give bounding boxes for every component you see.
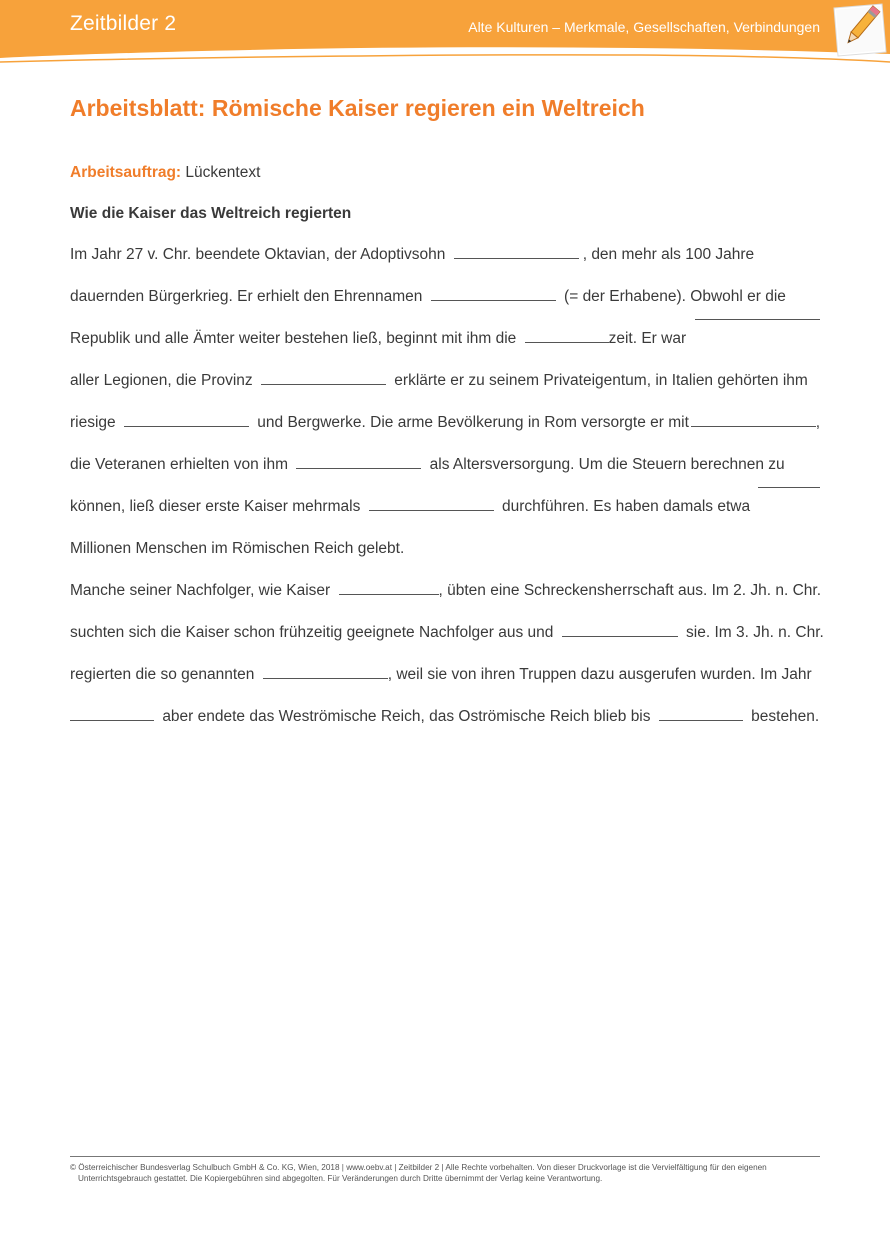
blank-field[interactable] — [261, 383, 386, 385]
blank-field[interactable] — [70, 719, 154, 721]
text-line — [70, 570, 820, 612]
blank-field[interactable] — [339, 593, 439, 595]
text-segment: die Veteranen erhielten von ihm — [70, 456, 289, 473]
section-heading: Wie die Kaiser das Weltreich regierten — [70, 205, 352, 222]
blank-field[interactable] — [659, 719, 743, 721]
text-line — [70, 612, 824, 654]
text-line — [70, 528, 820, 570]
text-segment: Millionen Menschen im Römischen Reich gelebt. — [70, 540, 405, 557]
footer-line-1: © Österreichischer Bundesverlag Schulbuch GmbH & Co. KG, Wien, 2018 | www.oebv.at | Zeitbilder 2 | Alle Rechte vorbehalten. Von dieser Druckvorlage ist die Vervielfältigung für den eigenen — [70, 1163, 767, 1172]
blank-field[interactable] — [296, 467, 421, 469]
text-segment: Manche seiner Nachfolger, wie Kaiser — [70, 582, 331, 599]
text-line — [70, 234, 820, 276]
blank-field[interactable] — [695, 318, 820, 320]
text-segment: zeit. Er war — [608, 330, 687, 347]
page-footer — [70, 1162, 820, 1184]
text-line — [70, 654, 820, 696]
text-line — [70, 360, 820, 402]
task-label: Arbeitsauftrag: — [70, 164, 182, 181]
page-title: Arbeitsblatt: Römische Kaiser regieren ein Weltreich — [70, 95, 645, 121]
text-segment: Republik und alle Ämter weiter bestehen ließ, beginnt mit ihm die — [70, 330, 517, 347]
header-subtitle: Alte Kulturen – Merkmale, Gesellschaften, Verbindungen — [468, 19, 820, 35]
text-segment: und Bergwerke. Die arme Bevölkerung in Rom versorgte er mit — [257, 414, 689, 431]
pencil-icon — [826, 0, 890, 60]
text-segment: können, ließ dieser erste Kaiser mehrmals — [70, 498, 361, 515]
blank-field[interactable] — [263, 677, 388, 679]
task-value: Lückentext — [185, 164, 261, 181]
text-line — [70, 486, 820, 528]
text-segment: , weil sie von ihren Truppen dazu ausgerufen wurden. Im Jahr — [387, 666, 812, 683]
text-segment: erklärte er zu seinem Privateigentum, in Italien gehörten ihm — [394, 372, 808, 389]
blank-field[interactable] — [124, 425, 249, 427]
text-segment: (= der Erhabene). Obwohl er die — [564, 288, 786, 305]
text-line — [70, 276, 820, 318]
blank-field[interactable] — [691, 425, 816, 427]
text-segment: Im Jahr 27 v. Chr. beendete Oktavian, der Adoptivsohn — [70, 246, 446, 263]
cloze-text — [70, 234, 824, 738]
blank-field[interactable] — [369, 509, 494, 511]
text-segment: , den mehr als 100 Jahre — [582, 246, 755, 263]
brand-title: Zeitbilder 2 — [70, 12, 177, 35]
text-segment: sie. Im 3. Jh. n. Chr. — [686, 624, 824, 641]
text-line — [70, 402, 820, 444]
footer-line-2: Unterrichtsgebrauch gestattet. Die Kopiergebühren sind abgegolten. Für Veränderungen durch Dritte übernimmt der Verlag keine Verantwortung. — [78, 1174, 603, 1183]
page-header — [0, 0, 890, 70]
footer-divider — [70, 1156, 820, 1157]
text-segment: aber endete das Weströmische Reich, das Oströmische Reich blieb bis — [162, 708, 651, 725]
text-segment: bestehen. — [751, 708, 820, 725]
text-segment: suchten sich die Kaiser schon frühzeitig geeignete Nachfolger aus und — [70, 624, 554, 641]
text-segment: riesige — [70, 414, 116, 431]
blank-field[interactable] — [525, 341, 609, 343]
blank-field[interactable] — [758, 486, 820, 488]
text-line — [70, 318, 820, 360]
blank-field[interactable] — [562, 635, 678, 637]
task-line — [70, 164, 260, 182]
text-segment: regierten die so genannten — [70, 666, 255, 683]
text-line — [70, 444, 820, 486]
text-segment: durchführen. Es haben damals etwa — [501, 498, 751, 515]
text-line — [70, 696, 820, 738]
text-segment: aller Legionen, die Provinz — [70, 372, 253, 389]
text-segment: , übten eine Schreckensherrschaft aus. Im 2. Jh. n. Chr. — [438, 582, 822, 599]
blank-field[interactable] — [431, 299, 556, 301]
text-segment: , — [815, 414, 820, 431]
text-segment: dauernden Bürgerkrieg. Er erhielt den Ehrennamen — [70, 288, 423, 305]
text-segment: als Altersversorgung. Um die Steuern berechnen zu — [429, 456, 785, 473]
blank-field[interactable] — [454, 257, 579, 259]
